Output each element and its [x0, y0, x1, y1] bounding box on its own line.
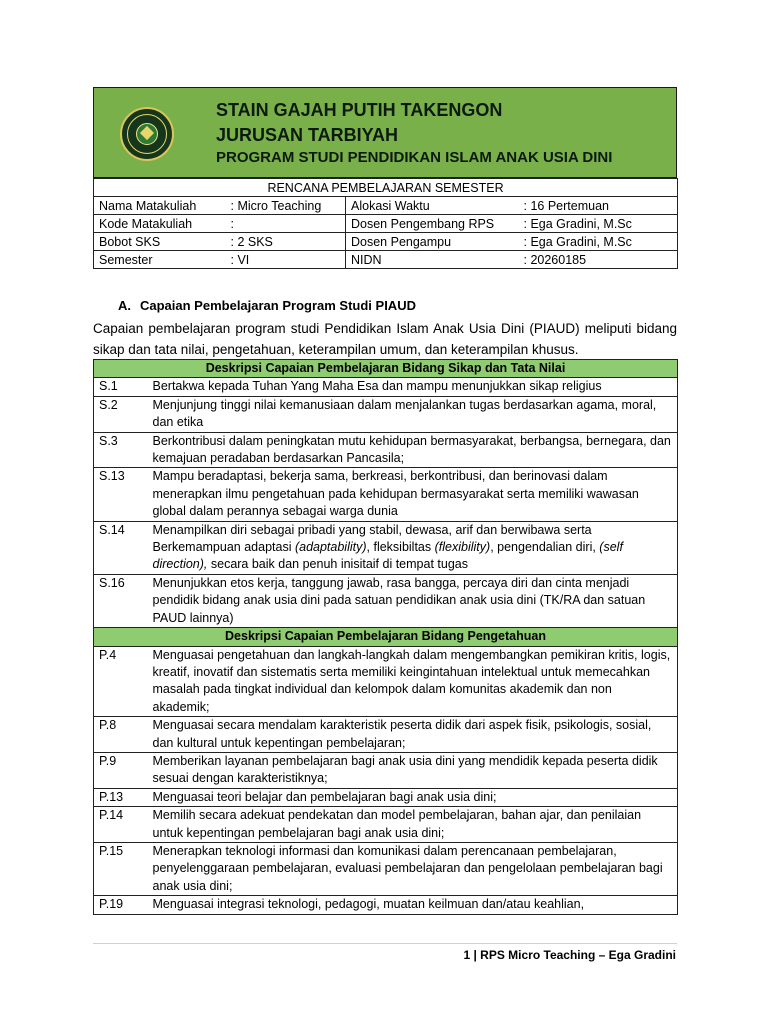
outcome-code: P.4 [94, 646, 148, 717]
outcome-code: S.14 [94, 521, 148, 574]
outcome-text: Menguasai integrasi teknologi, pedagogi, muatan keilmuan dan/atau keahlian, [148, 896, 678, 914]
table-row [94, 717, 678, 753]
info-value: : [226, 215, 346, 233]
pengetahuan-heading: Deskripsi Capaian Pembelajaran Bidang Pengetahuan [94, 628, 678, 646]
outcome-code: P.13 [94, 788, 148, 806]
section-heading [118, 298, 416, 313]
learning-outcomes-table [93, 359, 678, 915]
table-row [94, 807, 678, 843]
info-label: NIDN [346, 251, 519, 269]
page-number: 1 [463, 948, 471, 962]
table-row [94, 896, 678, 914]
outcome-text: Menunjukkan etos kerja, tanggung jawab, rasa bangga, percaya diri dan cinta menjadi pendidik bidang anak usia dini pada satuan pendidikan anak usia dini (TK/RA dan satuan PAUD lainnya) [148, 574, 678, 627]
footer-text: RPS Micro Teaching – Ega Gradini [480, 948, 676, 962]
info-label: Kode Matakuliah [94, 215, 226, 233]
section-number: A. [118, 298, 131, 313]
info-label: Semester [94, 251, 226, 269]
info-label: Dosen Pengembang RPS [346, 215, 519, 233]
table-row [94, 788, 678, 806]
table-row [94, 842, 678, 895]
course-info-row [94, 215, 678, 233]
institution-name: STAIN GAJAH PUTIH TAKENGON [216, 100, 503, 120]
footer-separator: | [473, 948, 477, 962]
sikap-heading-row [94, 360, 678, 378]
page-footer [463, 948, 676, 962]
outcome-code: P.19 [94, 896, 148, 914]
section-intro: Capaian pembelajaran program studi Pendidikan Islam Anak Usia Dini (PIAUD) meliputi bidang sikap dan tata nilai, pengetahuan, keterampilan umum, dan keterampilan khusus. [93, 321, 677, 357]
department-name: JURUSAN TARBIYAH [216, 125, 399, 145]
section-title: Capaian Pembelajaran Program Studi PIAUD [140, 298, 416, 313]
table-row [94, 378, 678, 396]
outcome-code: S.3 [94, 432, 148, 468]
info-value: : 20260185 [519, 251, 678, 269]
institution-header [93, 87, 677, 178]
outcome-text: Menguasai secara mendalam karakteristik peserta didik dari aspek fisik, psikologis, sosial, dan kultural untuk kepentingan pembelajaran; [148, 717, 678, 753]
info-label: Alokasi Waktu [346, 197, 519, 215]
outcome-code: S.2 [94, 396, 148, 432]
outcome-text: Menguasai teori belajar dan pembelajaran bagi anak usia dini; [148, 788, 678, 806]
institution-logo-icon [120, 107, 174, 161]
table-row [94, 468, 678, 521]
outcome-text: Menampilkan diri sebagai pribadi yang stabil, dewasa, arif dan berwibawa serta Berkemampuan adaptasi (adaptability), fleksibiltas (flexibility), pengendalian diri, (self direction), secara baik dan penuh inisitaif di tempat tugas [148, 521, 678, 574]
info-label: Dosen Pengampu [346, 233, 519, 251]
sikap-heading: Deskripsi Capaian Pembelajaran Bidang Sikap dan Tata Nilai [94, 360, 678, 378]
course-info-row [94, 251, 678, 269]
pengetahuan-heading-row [94, 628, 678, 646]
table-row [94, 521, 678, 574]
info-value: : Ega Gradini, M.Sc [519, 215, 678, 233]
info-label: Nama Matakuliah [94, 197, 226, 215]
info-value: : Micro Teaching [226, 197, 346, 215]
outcome-text: Memberikan layanan pembelajaran bagi anak usia dini yang mendidik kepada peserta didik sesuai dengan karakteristiknya; [148, 752, 678, 788]
outcome-text: Menguasai pengetahuan dan langkah-langkah dalam mengembangkan pemikiran kritis, logis, kreatif, inovatif dan sistematis serta memiliki keingintahuan intelektual untuk memecahkan masalah pada tingkat individual dan kelompok dalam komunitas akademik dan non akademik; [148, 646, 678, 717]
footer-divider [93, 943, 677, 944]
table-row [94, 574, 678, 627]
info-value: : Ega Gradini, M.Sc [519, 233, 678, 251]
outcome-text: Memilih secara adekuat pendekatan dan model pembelajaran, bahan ajar, dan penilaian untuk kepentingan pembelajaran bagi anak usia dini; [148, 807, 678, 843]
course-info-title-row [94, 179, 678, 197]
rps-title: RENCANA PEMBELAJARAN SEMESTER [94, 179, 678, 197]
outcome-text: Berkontribusi dalam peningkatan mutu kehidupan bermasyarakat, berbangsa, bernegara, dan kemajuan peradaban berdasarkan Pancasila; [148, 432, 678, 468]
outcome-text: Menjunjung tinggi nilai kemanusiaan dalam menjalankan tugas berdasarkan agama, moral, dan etika [148, 396, 678, 432]
info-value: : 16 Pertemuan [519, 197, 678, 215]
outcome-text: Bertakwa kepada Tuhan Yang Maha Esa dan mampu menunjukkan sikap religius [148, 378, 678, 396]
outcome-code: S.13 [94, 468, 148, 521]
outcome-text: Menerapkan teknologi informasi dan komunikasi dalam perencanaan pembelajaran, penyelenggaraan pembelajaran, evaluasi pembelajaran dan pengelolaan pembelajaran bagi anak usia dini; [148, 842, 678, 895]
outcome-code: S.1 [94, 378, 148, 396]
outcome-code: P.8 [94, 717, 148, 753]
outcome-code: P.14 [94, 807, 148, 843]
outcome-code: P.15 [94, 842, 148, 895]
program-name: PROGRAM STUDI PENDIDIKAN ISLAM ANAK USIA DINI [216, 149, 613, 166]
outcome-code: S.16 [94, 574, 148, 627]
table-row [94, 432, 678, 468]
info-value: : VI [226, 251, 346, 269]
outcome-text: Mampu beradaptasi, bekerja sama, berkreasi, berkontribusi, dan berinovasi dalam menerapkan ilmu pengetahuan pada kehidupan bermasyarakat serta memiliki wawasan global dalam perannya sebagai warga dunia [148, 468, 678, 521]
table-row [94, 396, 678, 432]
table-row [94, 752, 678, 788]
course-info-row [94, 233, 678, 251]
outcome-code: P.9 [94, 752, 148, 788]
course-info-table [93, 178, 678, 269]
info-value: : 2 SKS [226, 233, 346, 251]
info-label: Bobot SKS [94, 233, 226, 251]
table-row [94, 646, 678, 717]
course-info-row [94, 197, 678, 215]
